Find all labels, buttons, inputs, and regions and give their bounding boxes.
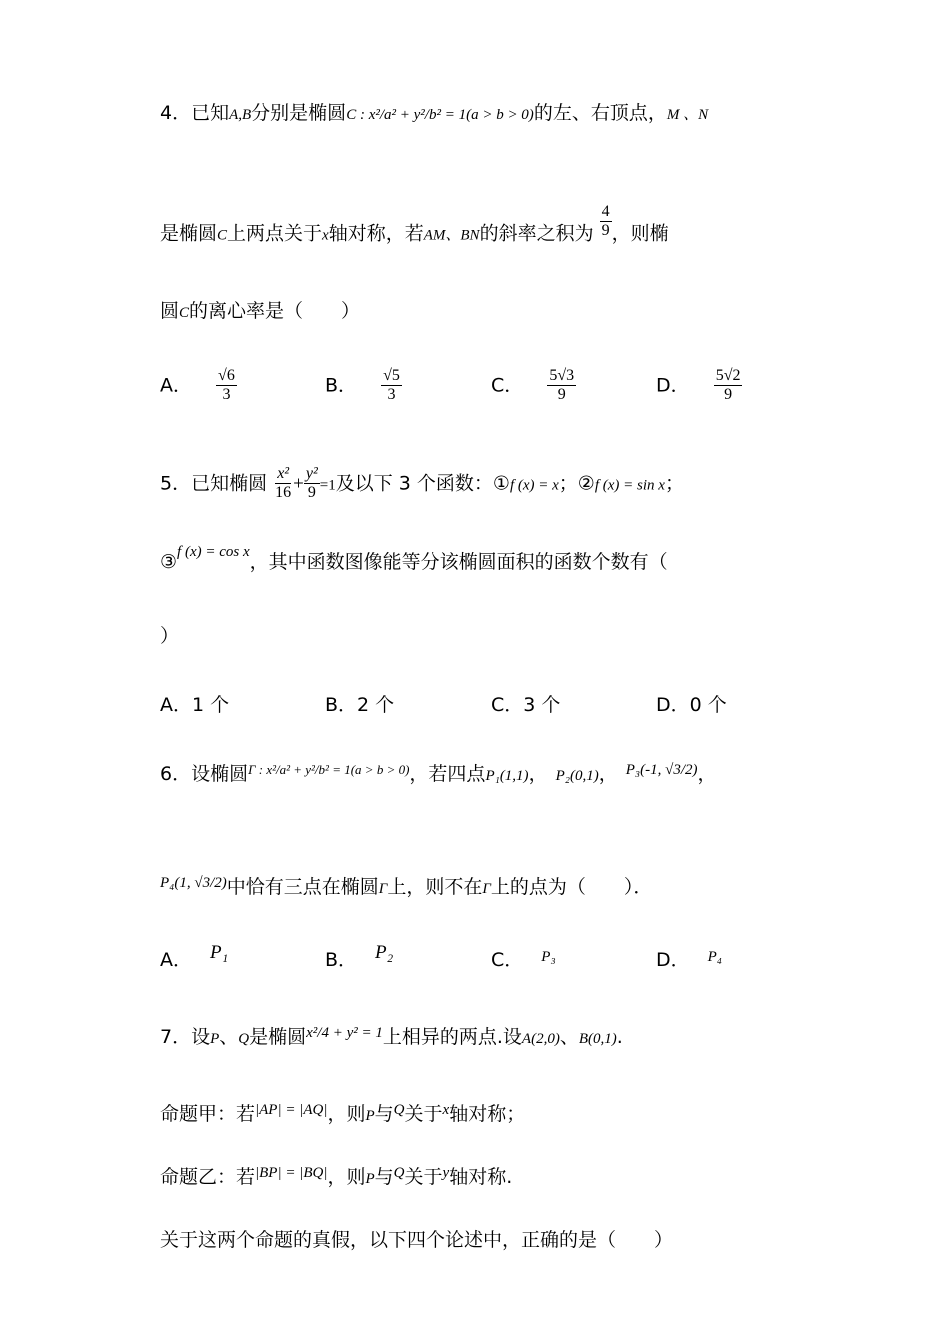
- q7-text: 是椭圆: [249, 1026, 307, 1048]
- q7-p: P: [210, 1031, 220, 1047]
- q7-line-1: 7．设P、Q是椭圆$^{x^2/4 + y^2 = 1}$上相异的两点.设A(2,0)、B(0,1).: [160, 1025, 623, 1048]
- q7-text: 上相异的两点.设: [382, 1026, 522, 1048]
- q7-b: B(0,1): [578, 1031, 617, 1047]
- q6-gamma: Γ: [482, 881, 491, 897]
- q5-text: ）: [160, 625, 180, 647]
- q4-text: 的斜率之积为: [479, 222, 594, 245]
- q4-text: ，则椭: [611, 222, 669, 245]
- q7-text: 7．设: [160, 1026, 211, 1048]
- q6-gamma: Γ: [378, 881, 388, 897]
- q6-option-b: B． P₂: [325, 942, 394, 971]
- q5-eq: =1: [319, 477, 336, 494]
- q5-option-c: C．3 个: [491, 694, 561, 716]
- q4-option-b: B． $\frac{√5}{3}$: [325, 367, 400, 404]
- q4-option-d: D． $\frac{5√2}{9}$: [656, 367, 741, 404]
- q4-ellipse-eq: C : x²/a² + y²/b² = 1(a > b > 0): [346, 107, 534, 123]
- q4-text: 上两点关于: [227, 222, 323, 245]
- q5-f2: f (x) = sin x: [594, 477, 665, 494]
- q4-line-3: [160, 302, 360, 321]
- q4-option-c: C． $\frac{5√3}{9}$: [491, 367, 575, 404]
- q4-ratio: $\frac{4}{9}$: [601, 203, 610, 240]
- q4-ab: A,B: [229, 107, 252, 123]
- q5-line-1: 5．已知椭圆 $\frac{\text{x²}}{16}$ + $\frac{\text{y²}}{9}$ =1及以下 3 个函数：①f (x) = x；②f (x) = sin x；: [160, 465, 684, 502]
- q6-p4: P₄(1, √3/2): [160, 875, 227, 891]
- q7-cond-2: |BP| = |BQ|: [255, 1165, 328, 1181]
- q7-ellipse-eq: x²/4 + y² = 1: [306, 1025, 383, 1041]
- q4-text: 分别是椭圆: [251, 102, 347, 124]
- q7-cond-1: |AP| = |AQ|: [255, 1102, 328, 1118]
- q6-p2: P₂(0,1): [555, 768, 599, 784]
- q5-text: ；: [664, 472, 684, 495]
- q5-option-a: A．1 个: [160, 694, 230, 716]
- q4-am-bn: AM、BN: [423, 227, 480, 244]
- q5-text: 5．已知椭圆: [160, 472, 268, 495]
- q4-text: 圆: [160, 300, 180, 322]
- q6-p3: P₃(-1, √3/2): [625, 762, 698, 778]
- q6-option-c: C． $^{P_3}$: [491, 949, 556, 971]
- q4-text: 的左、右顶点，: [533, 102, 667, 124]
- q7-final: 关于这两个命题的真假，以下四个论述中，正确的是（ ）: [160, 1229, 674, 1251]
- q7-text: 命题甲：若: [160, 1103, 256, 1125]
- q7-text: 命题乙：若: [160, 1166, 256, 1188]
- q4-line-1: [160, 104, 708, 123]
- q6-text: 中恰有三点在椭圆: [226, 876, 379, 898]
- q4-x: x: [322, 227, 329, 244]
- q6-option-a: A． P₁: [160, 942, 229, 971]
- q5-text: ；②: [558, 472, 595, 495]
- q6-text: ，若四点: [409, 763, 486, 785]
- q5-line-2: [160, 544, 668, 573]
- q7-q: Q: [238, 1031, 250, 1047]
- q6-text: 6．设椭圆: [160, 763, 249, 785]
- q4-text: 是椭圆: [160, 222, 218, 245]
- q5-text: ③: [160, 551, 178, 573]
- q6-line-1: 6．设椭圆$^{\Gamma : x^2/a^2 + y^2/b^2 = 1(a > b > 0)}$，若四点P₁(1,1)， P₂(0,1)， $^{P_3(-1, √3/2)}$，: [160, 762, 717, 785]
- q6-line-2: [160, 875, 653, 898]
- q4-mn: M 、N: [666, 107, 709, 123]
- q4-option-a: A． $\frac{√6}{3}$: [160, 367, 235, 404]
- q5-text: 及以下 3 个函数：①: [335, 472, 510, 495]
- q6-text: 上的点为（ ）．: [490, 876, 653, 898]
- q4-text: 的离心率是（ ）: [189, 300, 361, 322]
- q6-text: 上，则不在: [387, 876, 483, 898]
- q5-option-d: D．0 个: [656, 694, 727, 716]
- q6-gamma-eq: Γ : x²/a² + y²/b² = 1(a > b > 0): [248, 762, 410, 777]
- q5-option-b: B．2 个: [325, 694, 395, 716]
- q6-p1: P₁(1,1): [485, 768, 529, 784]
- q5-f1: f (x) = x: [509, 477, 559, 494]
- q5-text: ，其中函数图像能等分该椭圆面积的函数个数有（: [249, 551, 668, 573]
- q7-prop-yi: 命题乙：若$^{|BP| = |BQ|}$，则P与$^Q$关于$^y$轴对称.: [160, 1165, 513, 1188]
- q4-text: 轴对称，若: [328, 222, 424, 245]
- q4-c: C: [179, 305, 190, 321]
- q5-ellipse-frac-2: $\frac{\text{y²}}{9}$: [305, 465, 318, 502]
- q4-line-2: [160, 203, 669, 253]
- q4-text: 4．已知: [160, 102, 230, 124]
- q5-line-3: [160, 627, 179, 646]
- q7-a: A(2,0): [521, 1031, 560, 1047]
- q4-c: C: [217, 227, 228, 244]
- q7-prop-jia: 命题甲：若$^{|AP| = |AQ|}$，则P与$^Q$关于$^x$轴对称；: [160, 1102, 526, 1125]
- q5-f3: f (x) = cos x: [177, 544, 250, 560]
- q5-ellipse-frac-1: $\frac{\text{x²}}{16}$: [275, 465, 292, 502]
- q6-option-d: D． $^{P_4}$: [656, 949, 723, 971]
